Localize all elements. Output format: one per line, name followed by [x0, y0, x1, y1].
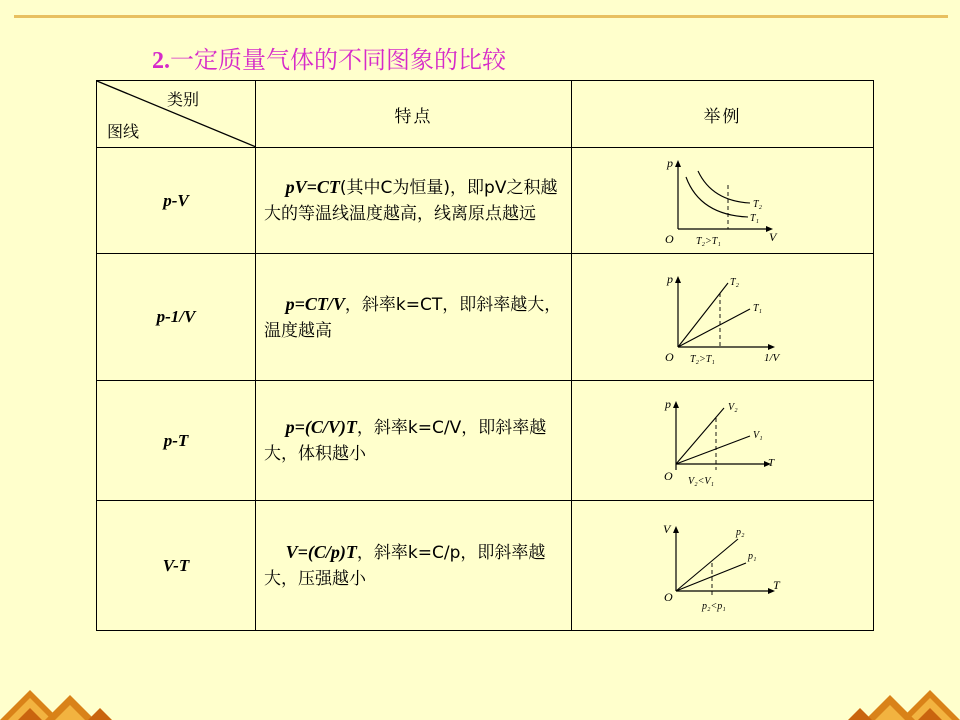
row-description: [256, 254, 572, 381]
desc-text: ，斜率k=C/p，即斜率越大，压强越小: [264, 543, 546, 589]
axis-label-x: T: [772, 577, 780, 592]
header-category: 类别: [167, 90, 200, 109]
p-t-isochore-graph: [658, 394, 788, 488]
curve-label-t2: T₂: [752, 198, 762, 210]
table-row: [97, 148, 874, 254]
example-cell: [572, 148, 874, 254]
line-label-v2: V₂: [727, 401, 738, 413]
relation-label: p₂<p₁: [701, 600, 726, 612]
corner-decoration-right: [840, 668, 960, 720]
curve-label-t1: T₁: [749, 212, 759, 224]
row-name: p-T: [97, 381, 256, 501]
example-cell: [572, 254, 874, 381]
header-row: [97, 81, 874, 148]
desc-formula: pV=CT: [285, 177, 340, 197]
comparison-table: [96, 80, 874, 631]
line-label-p1: p₁: [747, 550, 756, 562]
header-examples: 举例: [572, 81, 874, 148]
line-label-v1: V₁: [752, 429, 763, 441]
top-rule: [14, 15, 948, 18]
header-features: 特点: [256, 81, 572, 148]
table-row: [97, 501, 874, 631]
axis-label-x: 1/V: [763, 352, 779, 364]
desc-text: (其中C为恒量)，即pV之积越大的等温线温度越高，线离原点越远: [264, 178, 558, 224]
axis-label-x: V: [768, 229, 776, 244]
origin-label: O: [663, 589, 673, 604]
desc-formula: p=(C/V)T: [285, 417, 357, 437]
title-text: 一定质量气体的不同图象的比较: [170, 46, 506, 74]
corner-decoration-left: [0, 668, 120, 720]
example-cell: [572, 501, 874, 631]
example-cell: [572, 381, 874, 501]
header-diagonal-cell: [97, 81, 256, 148]
v-t-isobar-graph: [658, 519, 788, 613]
table-row: [97, 381, 874, 501]
title-number: 2.: [152, 48, 170, 74]
relation-label: T₂>T₁: [695, 235, 721, 247]
line-label-t1: T₁: [752, 303, 762, 314]
relation-label: T₂>T₁: [689, 354, 715, 365]
origin-label: O: [663, 468, 673, 483]
p-inverse-v-graph: [658, 269, 788, 365]
axis-label-y: V: [662, 521, 670, 536]
axis-label-y: p: [666, 272, 673, 286]
relation-label: V₂<V₁: [687, 475, 714, 487]
row-name: p-V: [97, 148, 256, 254]
origin-label: O: [664, 350, 674, 364]
row-name: p-1/V: [97, 254, 256, 381]
line-label-p2: p₂: [735, 526, 744, 538]
row-description: [256, 148, 572, 254]
axis-label-x: T: [767, 456, 774, 469]
desc-text: ，斜率k=CT，即斜率越大，温度越高: [264, 294, 562, 341]
slide-title: [152, 40, 506, 75]
line-label-t2: T₂: [729, 277, 739, 288]
origin-label: O: [664, 231, 674, 246]
pv-isotherm-graph: [658, 155, 788, 247]
axis-label-y: p: [666, 155, 673, 170]
desc-formula: V=(C/p)T: [285, 542, 357, 562]
table-row: [97, 254, 874, 381]
row-description: [256, 501, 572, 631]
axis-label-y: p: [664, 396, 671, 411]
desc-formula: p=CT/V: [285, 293, 345, 314]
row-description: [256, 381, 572, 501]
header-graph-line: 图线: [107, 122, 140, 141]
desc-text: ，斜率k=C/V，即斜率越大，体积越小: [264, 418, 547, 464]
row-name: V-T: [97, 501, 256, 631]
